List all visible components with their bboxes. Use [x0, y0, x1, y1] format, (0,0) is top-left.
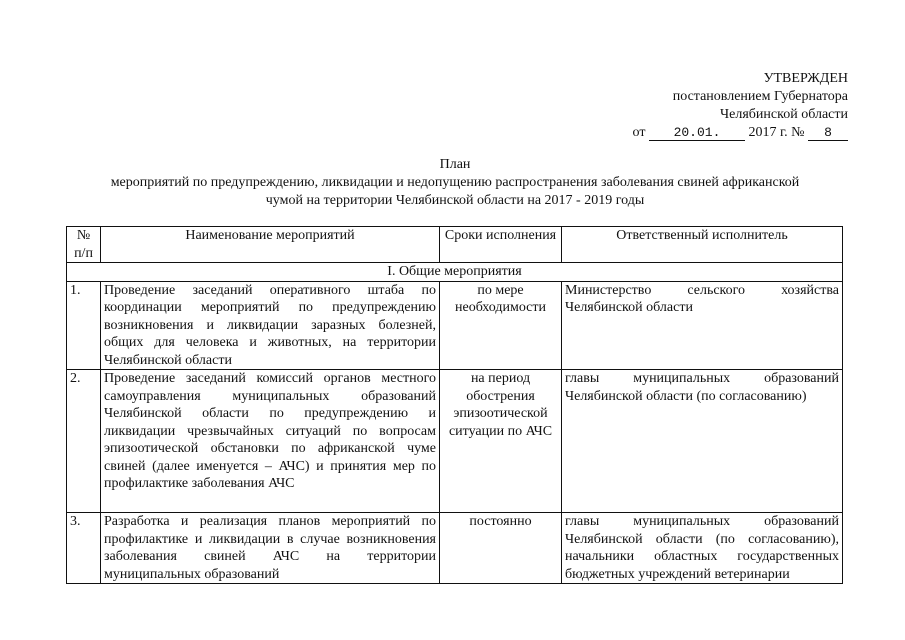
- approval-title: УТВЕРЖДЕН: [763, 71, 848, 86]
- row-term: на период обострения эпизоотической ситуации по АЧС: [440, 370, 562, 513]
- row-resp: главы муниципальных образований Челябинской области (по согласованию): [562, 370, 843, 513]
- year-text: 2017 г. №: [748, 125, 805, 140]
- row-name: Разработка и реализация планов мероприятий по профилактике и ликвидации в случае возникновения заболевания свиней АЧС на территории муниципальных образований: [101, 513, 440, 584]
- row-resp: Министерство сельского хозяйства Челябинской области: [562, 281, 843, 370]
- table-header-row: [67, 227, 843, 263]
- plan-subtitle-2: чумой на территории Челябинской области на 2017 - 2019 годы: [265, 193, 645, 208]
- approval-block: [560, 70, 848, 142]
- row-num: 2.: [67, 370, 101, 513]
- section-row: [67, 263, 843, 282]
- plan-table: [66, 226, 843, 584]
- row-num: 1.: [67, 281, 101, 370]
- section-title: I. Общие мероприятия: [67, 263, 843, 282]
- date-prefix: от: [632, 125, 646, 140]
- approval-line-2: Челябинской области: [720, 107, 848, 122]
- header-term: Сроки исполнения: [440, 227, 562, 263]
- approval-number: 8: [808, 125, 848, 141]
- header-num: № п/п: [67, 227, 101, 263]
- row-resp: главы муниципальных образований Челябинской области (по согласованию), начальники областных государственных бюджетных учреждений ветеринарии: [562, 513, 843, 584]
- approval-date: 20.01.: [649, 125, 745, 141]
- row-term: по мере необходимости: [440, 281, 562, 370]
- header-name: Наименование мероприятий: [101, 227, 440, 263]
- row-name: Проведение заседаний оперативного штаба по координации мероприятий по предупреждению возникновения и ликвидации заразных болезней, общих для человека и животных, на территории Челябинской области: [101, 281, 440, 370]
- table-row: [67, 370, 843, 513]
- table-row: [67, 513, 843, 584]
- header-resp: Ответственный исполнитель: [562, 227, 843, 263]
- approval-line-1: постановлением Губернатора: [672, 89, 848, 104]
- plan-heading: [60, 156, 850, 210]
- plan-subtitle-1: мероприятий по предупреждению, ликвидации и недопущению распространения заболевания свиней африканской: [110, 175, 800, 190]
- row-num: 3.: [67, 513, 101, 584]
- row-term: постоянно: [440, 513, 562, 584]
- approval-date-line: [560, 124, 848, 142]
- table-row: [67, 281, 843, 370]
- plan-title: План: [439, 157, 471, 172]
- row-name: Проведение заседаний комиссий органов местного самоуправления муниципальных образований Челябинской области по предупреждению и ликвидации чрезвычайных ситуаций по вопросам эпизоотической обстановки по африканской чуме свиней (далее именуется – АЧС) и принятия мер по профилактике заболевания АЧС: [101, 370, 440, 513]
